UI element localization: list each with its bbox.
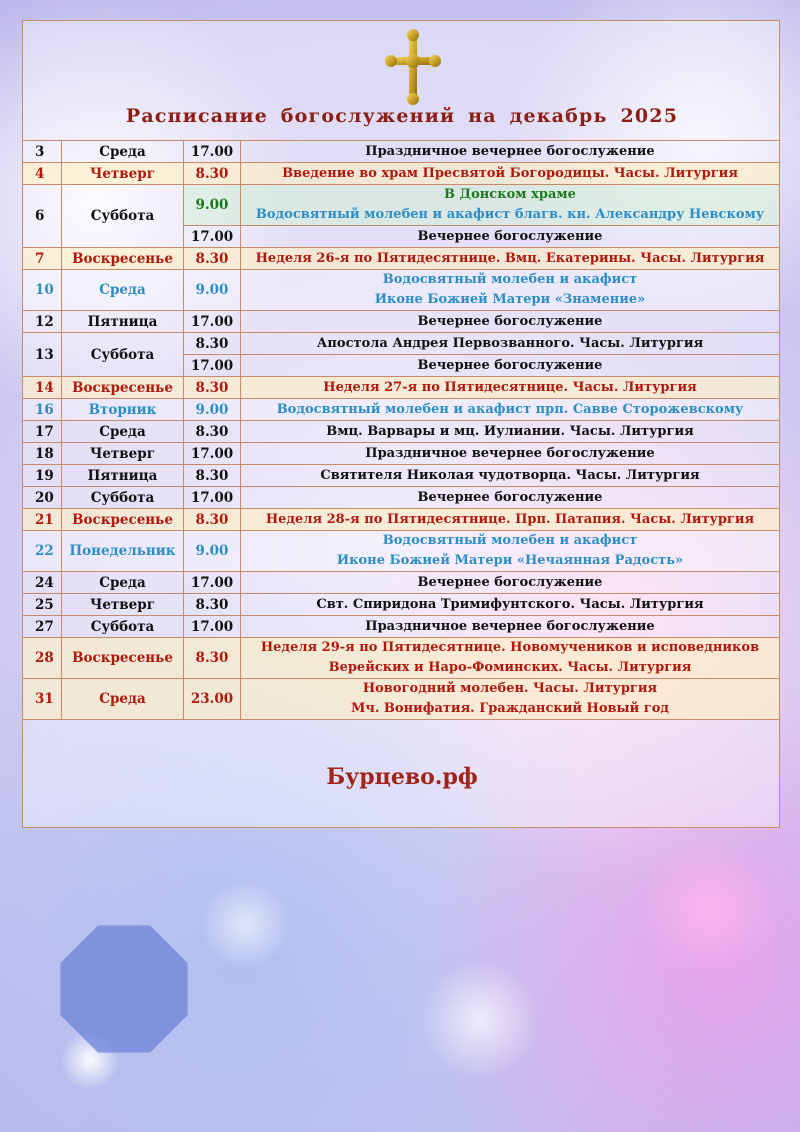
table-row [23, 333, 780, 355]
site-name: Бурцево.рф [326, 764, 478, 790]
time-cell: 9.00 [184, 270, 241, 311]
bokeh-light [640, 840, 780, 980]
day-cell: 31 [23, 679, 62, 720]
weekday-cell: Воскресенье [62, 509, 184, 531]
weekday-cell: Воскресенье [62, 638, 184, 679]
service-cell: Праздничное вечернее богослужение [241, 141, 780, 163]
day-cell: 24 [23, 572, 62, 594]
schedule-table [22, 140, 780, 720]
time-cell: 8.30 [184, 163, 241, 185]
weekday-cell: Четверг [62, 163, 184, 185]
day-cell: 25 [23, 594, 62, 616]
service-cell: Вечернее богослужение [241, 311, 780, 333]
time-cell: 8.30 [184, 333, 241, 355]
weekday-cell: Среда [62, 421, 184, 443]
table-row [23, 421, 780, 443]
table-row [23, 377, 780, 399]
table-row [23, 443, 780, 465]
time-cell: 8.30 [184, 465, 241, 487]
table-row [23, 270, 780, 311]
service-cell: Свт. Спиридона Тримифунтского. Часы. Литургия [241, 594, 780, 616]
service-cell: Вмц. Варвары и мц. Иулиании. Часы. Литургия [241, 421, 780, 443]
day-cell: 22 [23, 531, 62, 572]
table-row [23, 399, 780, 421]
time-cell: 17.00 [184, 311, 241, 333]
service-cell: Апостола Андрея Первозванного. Часы. Литургия [241, 333, 780, 355]
table-row [23, 679, 780, 720]
day-cell: 20 [23, 487, 62, 509]
weekday-cell: Суббота [62, 616, 184, 638]
service-cell: Вечернее богослужение [241, 487, 780, 509]
service-cell: Водосвятный молебен и акафист Иконе Божией Матери «Нечаянная Радость» [241, 531, 780, 572]
weekday-cell: Суббота [62, 487, 184, 509]
table-row [23, 594, 780, 616]
table-row [23, 572, 780, 594]
service-cell: Неделя 27-я по Пятидесятнице. Часы. Литургия [241, 377, 780, 399]
table-row [23, 185, 780, 226]
day-cell: 28 [23, 638, 62, 679]
service-cell: Водосвятный молебен и акафист прп. Савве Сторожевскому [241, 399, 780, 421]
time-cell: 8.30 [184, 377, 241, 399]
time-cell: 17.00 [184, 616, 241, 638]
weekday-cell: Среда [62, 141, 184, 163]
day-cell: 12 [23, 311, 62, 333]
time-cell: 8.30 [184, 638, 241, 679]
time-cell: 8.30 [184, 248, 241, 270]
weekday-cell: Суббота [62, 333, 184, 377]
table-row [23, 487, 780, 509]
weekday-cell: Понедельник [62, 531, 184, 572]
service-cell: Праздничное вечернее богослужение [241, 443, 780, 465]
time-cell: 17.00 [184, 355, 241, 377]
table-row [23, 311, 780, 333]
weekday-cell: Среда [62, 572, 184, 594]
weekday-cell: Пятница [62, 311, 184, 333]
time-cell: 17.00 [184, 443, 241, 465]
service-cell: Новогодний молебен. Часы. Литургия Мч. Вонифатия. Гражданский Новый год [241, 679, 780, 720]
table-row [23, 141, 780, 163]
service-cell: Вечернее богослужение [241, 355, 780, 377]
day-cell: 16 [23, 399, 62, 421]
day-cell: 10 [23, 270, 62, 311]
service-cell: Неделя 26-я по Пятидесятнице. Вмц. Екатерины. Часы. Литургия [241, 248, 780, 270]
service-cell: В Донском храме Водосвятный молебен и акафист благв. кн. Александру Невскому [241, 185, 780, 226]
table-row [23, 616, 780, 638]
day-cell: 13 [23, 333, 62, 377]
table-row [23, 531, 780, 572]
day-cell: 3 [23, 141, 62, 163]
weekday-cell: Воскресенье [62, 248, 184, 270]
day-cell: 14 [23, 377, 62, 399]
service-cell: Вечернее богослужение [241, 572, 780, 594]
service-cell: Вечернее богослужение [241, 226, 780, 248]
service-cell: Святителя Николая чудотворца. Часы. Литургия [241, 465, 780, 487]
time-cell: 8.30 [184, 421, 241, 443]
weekday-cell: Четверг [62, 594, 184, 616]
day-cell: 27 [23, 616, 62, 638]
service-cell: Введение во храм Пресвятой Богородицы. Часы. Литургия [241, 163, 780, 185]
time-cell: 17.00 [184, 487, 241, 509]
service-cell: Неделя 28-я по Пятидесятнице. Прп. Патапия. Часы. Литургия [241, 509, 780, 531]
time-cell: 9.00 [184, 399, 241, 421]
table-row [23, 509, 780, 531]
weekday-cell: Среда [62, 679, 184, 720]
table-row [23, 465, 780, 487]
day-cell: 17 [23, 421, 62, 443]
orthodox-cross-icon [383, 27, 443, 107]
service-cell: Неделя 29-я по Пятидесятнице. Новомучеников и исповедников Верейских и Наро-Фоминских. Часы. Литургия [241, 638, 780, 679]
weekday-cell: Пятница [62, 465, 184, 487]
day-cell: 7 [23, 248, 62, 270]
time-cell: 8.30 [184, 594, 241, 616]
time-cell: 17.00 [184, 572, 241, 594]
time-cell: 23.00 [184, 679, 241, 720]
service-cell: Водосвятный молебен и акафист Иконе Божией Матери «Знамение» [241, 270, 780, 311]
day-cell: 21 [23, 509, 62, 531]
day-cell: 18 [23, 443, 62, 465]
table-row [23, 638, 780, 679]
day-cell: 4 [23, 163, 62, 185]
time-cell: 9.00 [184, 185, 241, 226]
table-row [23, 163, 780, 185]
day-cell: 6 [23, 185, 62, 248]
weekday-cell: Суббота [62, 185, 184, 248]
bokeh-light [420, 960, 540, 1080]
time-cell: 9.00 [184, 531, 241, 572]
time-cell: 17.00 [184, 141, 241, 163]
weekday-cell: Четверг [62, 443, 184, 465]
time-cell: 17.00 [184, 226, 241, 248]
day-cell: 19 [23, 465, 62, 487]
weekday-cell: Воскресенье [62, 377, 184, 399]
service-cell: Праздничное вечернее богослужение [241, 616, 780, 638]
weekday-cell: Среда [62, 270, 184, 311]
weekday-cell: Вторник [62, 399, 184, 421]
page-title: Расписание богослужений на декабрь 2025 [125, 105, 679, 127]
decorative-octagon [60, 925, 188, 1053]
table-row [23, 248, 780, 270]
bokeh-light [200, 880, 290, 970]
time-cell: 8.30 [184, 509, 241, 531]
